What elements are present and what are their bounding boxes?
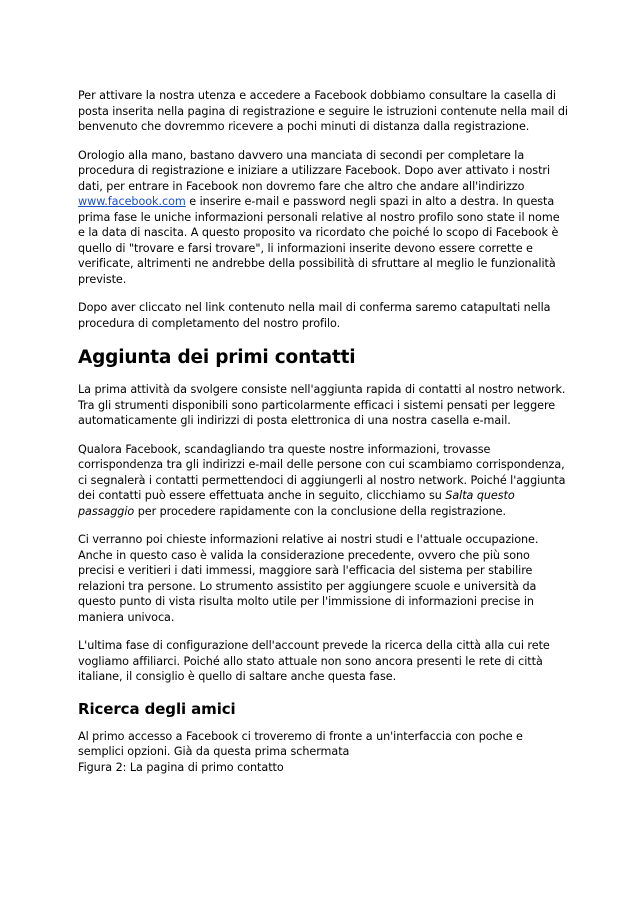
intro-paragraph-activation: Per attivare la nostra utenza e accedere a Facebook dobbiamo consultare la casella di posta inserita nella pagina di registrazione e seguire le istruzioni contenute nella mail di benvenuto che dovremmo ricevere a pochi minuti di distanza dalla registrazione.	[78, 89, 568, 133]
contacts-paragraph-4: L'ultima fase di configurazione dell'account prevede la ricerca della città alla cui rete vogliamo affiliarci. Poiché allo stato attuale non sono ancora presenti le rete di città italiane, il consiglio è quello di saltare anche questa fase.	[78, 639, 550, 683]
contacts-paragraph-2	[78, 442, 568, 520]
section-heading-contacts: Aggiunta dei primi contatti	[78, 347, 356, 368]
document-page	[78, 88, 568, 775]
contacts-paragraph-1: La prima attività da svolgere consiste nell'aggiunta rapida di contatti al nostro network. Tra gli strumenti disponibili sono particolarmente efficaci i sistemi pensati per leggere automaticamente gli indirizzi di posta elettronica di una nostra casella e-mail.	[78, 383, 566, 427]
skip-step-label: Salta questo passaggio	[78, 489, 515, 518]
contacts-text-end: per procedere rapidamente con la conclusione della registrazione.	[134, 504, 507, 518]
contacts-paragraph-3: Ci verranno poi chieste informazioni relative ai nostri studi e l'attuale occupazione. Anche in questo caso è valida la considerazione precedente, ovvero che più sono precisi e veritieri i dati immessi, maggiore sarà l'efficacia del sistema per stabilire relazioni tra persone. Lo strumento assistito per aggiungere scuole e università da questo punto di vista risulta molto utile per l'immissione di informazioni precise in maniera univoca.	[78, 533, 539, 624]
intro-paragraph-confirmation: Dopo aver cliccato nel link contenuto nella mail di conferma saremo catapultati nella procedura di completamento del nostro profilo.	[78, 301, 551, 330]
figure-caption: Figura 2: La pagina di primo contatto	[78, 760, 284, 774]
intro-paragraph-registration	[78, 148, 568, 288]
registration-text-start: Orologio alla mano, bastano davvero una manciata di secondi per completare la procedura di registrazione e iniziare a utilizzare Facebook. Dopo aver attivato i nostri dati, per entrare in Facebook non dovremo fare che altro che andare all'indirizzo	[78, 148, 551, 193]
friends-paragraph-1: Al primo accesso a Facebook ci troveremo di fronte a un'interfaccia con poche e semplici opzioni. Già da questa prima schermata	[78, 729, 523, 758]
registration-text-end: e inserire e-mail e password negli spazi in alto a destra. In questa prima fase le uniche informazioni personali relative al nostro profilo sono state il nome e la data di nascita. A questo proposito va ricordato che poiché lo scopo di Facebook è quello di "trovare e farsi trovare", li informazioni inserite devono essere corrette e verificate, altrimenti ne andrebbe della possibilità di sfruttare al meglio le funzionalità previste.	[78, 195, 560, 286]
contacts-text-start: Qualora Facebook, scandagliando tra queste nostre informazioni, trovasse corrispondenza tra gli indirizzi e-mail delle persone con cui scambiamo corrispondenza, ci segnalerà i contatti permettendoci di aggiungerli al nostro network. Poiché l'aggiunta dei contatti può essere effettuata anche in seguito, clicchiamo su	[78, 442, 566, 502]
section-heading-friends: Ricerca degli amici	[78, 699, 236, 718]
facebook-link[interactable]: www.facebook.com	[78, 195, 186, 208]
